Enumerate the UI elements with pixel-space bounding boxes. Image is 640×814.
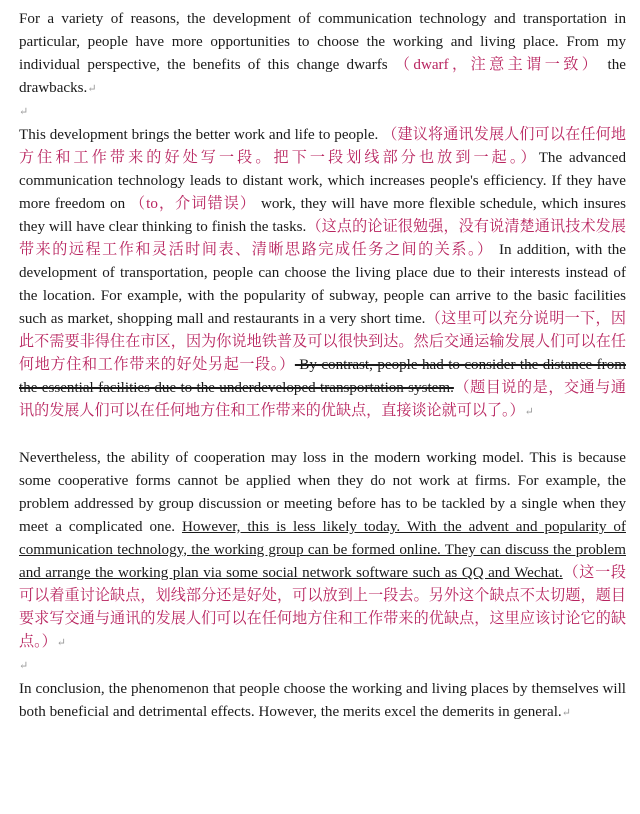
paragraph-body-2: [19, 447, 626, 655]
teacher-comment: （这里可以充分说明一下，因此不需要非得住在市区，因为你说地铁普及可以很快到达。然后交通运输发展人们可以在任何地方住和工作带来的好处另起一段。）: [19, 311, 626, 373]
paragraph-mark-icon: ↵: [56, 637, 66, 649]
paragraph-mark-icon: ↵: [524, 406, 534, 418]
conclusion-text: In conclusion, the phenomenon that people choose the working and living places by themselves will both beneficial and detrimental effects. However, the merits excel the demerits in general.: [19, 681, 626, 720]
body-text: This development brings the better work and life to people.: [19, 127, 383, 143]
struck-through-text: By contrast, people had to consider the distance from the essential facilities due to the underdeveloped transportation system.: [19, 357, 626, 396]
paragraph-mark-icon: ↵: [19, 106, 29, 118]
underlined-text: However, this is less likely today. With the advent and popularity of communication technology, the working group can be formed online. They can discuss the problem and arrange the working plan via some social network software such as QQ and Wechat.: [19, 519, 626, 581]
empty-line: [19, 101, 626, 124]
body-text: The advanced communication technology leads to distant work, which increases people's efficiency. If they have more freedom on: [19, 150, 626, 212]
teacher-comment: （to，介词错误）: [129, 196, 257, 212]
paragraph-mark-icon: ↵: [87, 83, 97, 95]
teacher-comment: （建议将通讯发展人们可以在任何地方住和工作带来的好处写一段。把下一段划线部分也放到一起。）: [19, 127, 626, 166]
body-text: work, they will have more flexible schedule, which insures they will have clear thinking to finish the tasks.: [19, 196, 626, 235]
body-text: In addition, with the development of transportation, people can choose the living place due to their interests instead of the location. For example, with the popularity of subway, people can arrive to the basic facilities such as market, shopping mall and restaurants in a very short time.: [19, 242, 627, 327]
paragraph-body-1: [19, 124, 626, 424]
intro-text: For a variety of reasons, the development of communication technology and transportation in particular, people have more opportunities to choose the working and living place. From my individual perspective, the benefits of this change dwarfs: [19, 11, 626, 73]
body-text: Nevertheless, the ability of cooperation may loss in the modern working model. This is because some cooperative forms cannot be applied when they do not work at firms. For example, the problem addressed by group discussion or meeting before has to be tackled by a single when they meet a complicated one.: [19, 450, 626, 535]
teacher-comment: （这点的论证很勉强，没有说清楚通讯技术发展带来的远程工作和灵活时间表、清晰思路完成任务之间的关系。）: [19, 219, 626, 258]
empty-line: [19, 655, 626, 678]
paragraph-mark-icon: ↵: [561, 707, 571, 719]
teacher-comment: （dwarf，注意主谓一致）: [394, 57, 601, 73]
teacher-comment: （题目说的是，交通与通讯的发展人们可以在任何地方住和工作带来的优缺点，直接谈论就可以了。）: [19, 380, 626, 419]
paragraph-mark-icon: ↵: [19, 660, 29, 672]
paragraph-intro: [19, 8, 626, 101]
teacher-comment: （这一段可以着重讨论缺点，划线部分还是好处，可以放到上一段去。另外这个缺点不太切题，题目要求写交通与通讯的发展人们可以在任何地方住和工作带来的优缺点，这里应该讨论它的缺点。）: [19, 565, 626, 650]
intro-text-end: the drawbacks.: [19, 57, 627, 96]
paragraph-conclusion: [19, 678, 626, 725]
empty-line: [19, 424, 626, 447]
